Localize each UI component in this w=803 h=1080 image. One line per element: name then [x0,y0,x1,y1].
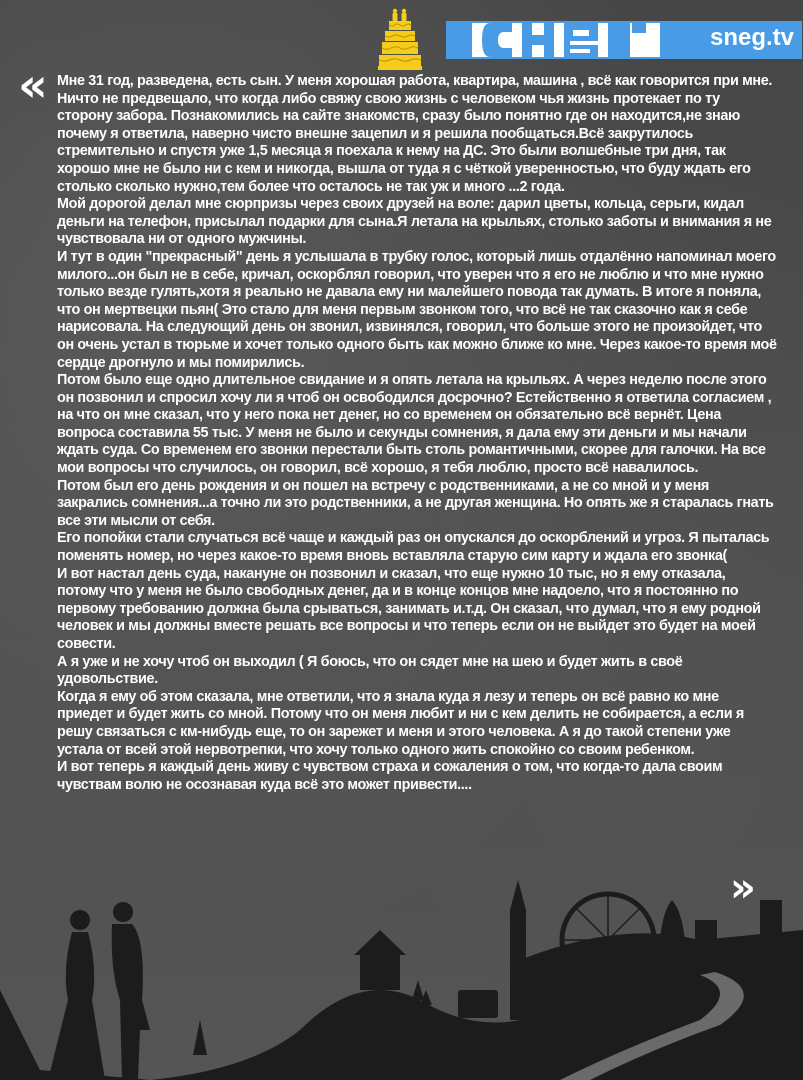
tree-silhouette [193,1020,207,1055]
city-skyline-illustration [0,880,803,1080]
clock-tower-silhouette [510,880,526,1020]
story-paragraph: Ничто не предвещало, что когда либо свяжу свою жизнь с человеком чья жизнь протекает по ту сторону забора. Познакомились на сайте знакомств, сразу было понятно где он находится,не знаю почему я ответила, наверно чисто внешне зацепил и я решила пообщаться.Всё закрутилось стремительно и спустя уже 1,5 месяца я поехала к нему на ДС. Это были волшебные три дня, так хорошо мне не было ни с кем и никогда, вышла от туда я с чёткой уверенностью, что буду ждать его столько сколько нужно,тем более что осталось не так уж и много ...2 года. [57,90,751,195]
close-quote-icon: » [730,865,756,911]
sneg-wordmark-logo [446,21,694,59]
story-paragraph: И тут в один "прекрасный" день я услышала в трубку голос, который лишь отдалённо напоминал моего милого...он был не в себе, кричал, оскорблял говорил, что уверен что я его не люблю и что мне нужно только везде гулять,хотя я реально не давала ему ни малейшего повода так думать. В итоге я поняла, что он мертвецки пьян( Это стало для меня первым звонком того, что всё не так сказочно как я себе нарисовала. На следующий день он звонил, извинялся, говорил, что больше этого не произойдет, что он очень устал в тюрьме и хочет только одного быть как можно ближе ко мне. Через какое-то время моё сердце дрогнуло и мы помирились. [57,248,777,371]
story-paragraph: А я уже и не хочу чтоб он выходил ( Я боюсь, что он сядет мне на шею и будет жить в своё удовольствие. [57,653,683,688]
building-silhouette [760,900,782,1030]
story-paragraph: Мне 31 год, разведена, есть сын. У меня хорошая работа, квартира, машина , всё как говорится при мне. [57,73,773,89]
story-paragraph: И вот теперь я каждый день живу с чувством страха и сожаления о том, что когда-то дала своим чувствам волю не осознавая куда всё это может привести.... [57,759,723,793]
story-paragraph: Его попойки стали случаться всё чаще и каждый раз он опускался до оскорблений и угроз. Я пыталась поменять номер, но через какое-то время вновь вставляла старую сим карту и ждала его звонка( [57,530,770,565]
story-text [57,73,777,794]
open-quote-icon: « [18,58,48,112]
story-paragraph: Мой дорогой делал мне сюрпризы через своих друзей на воле: дарил цветы, кольца, серьги, кидал деньги на телефон, присылал подарки для сына.Я летала на крыльях, столько заботы и внимания я не чувствовала ни от одного мужчины. [57,196,772,248]
gazebo-silhouette [354,930,406,990]
story-paragraph: Потом было еще одно длительное свидание и я опять летала на крыльях. А через неделю после этого он позвонил и спросил хочу ли я чтоб он освободился досрочно? Естейственно я ответила согласием , на что он мне сказал, что у него пока нет денег, но со временем он обязательно всё вернёт. Цена вопроса составила 55 тыс. У меня не было и секунды сомнения, я дала ему эти деньги и мы начали ждать суда. Со временем его звонки перестали быть столь романтичными, скорее для галочки. На все мои вопросы что случилось, он говорил, всё хорошо, я тебя люблю, просто всё навалилось. [57,372,772,477]
tower-silhouette [659,900,686,1000]
site-name: sneg.tv [709,24,794,51]
story-paragraph: И вот настал день суда, накануне он позвонил и сказал, что еще нужно 10 тыс, но я ему отказала, потому что у меня не было свободных денег, да и в конце концов мне надоело, что я постоянно по первому требованию должна была срываться, занимать и.т.д. Он сказал, что думал, что я ему родной человек и мы должны вместе решать все вопросы и что теперь если он не выйдет это будет на моей совести. [57,565,761,652]
story-paragraph: Потом был его день рождения и он пошел на встречу с родственниками, а не со мной и у меня закрались сомнения...а точно ли это родственники, а не другая женщина. Но опять же я старалась гнать все эти мысли от себя. [57,477,774,529]
couple-silhouette [48,902,150,1080]
story-paragraph: Когда я ему об этом сказала, мне ответили, что я знала куда я лезу и теперь он всё равно ко мне приедет и будет жить со мной. Потому что он меня любит и ни с кем делить не собирается, а если я решу связаться с км-нибудь еще, то он зарежет и меня и этого человека. А я до такой степени уже устала от всей этой нервотрепки, что хочу только одного жить спокойно со своим ребенком. [57,688,744,758]
wedding-cake-icon [378,8,422,70]
bus-silhouette [458,990,498,1018]
building-silhouette [695,920,717,1020]
sneg-tv-logo[interactable] [446,21,802,59]
